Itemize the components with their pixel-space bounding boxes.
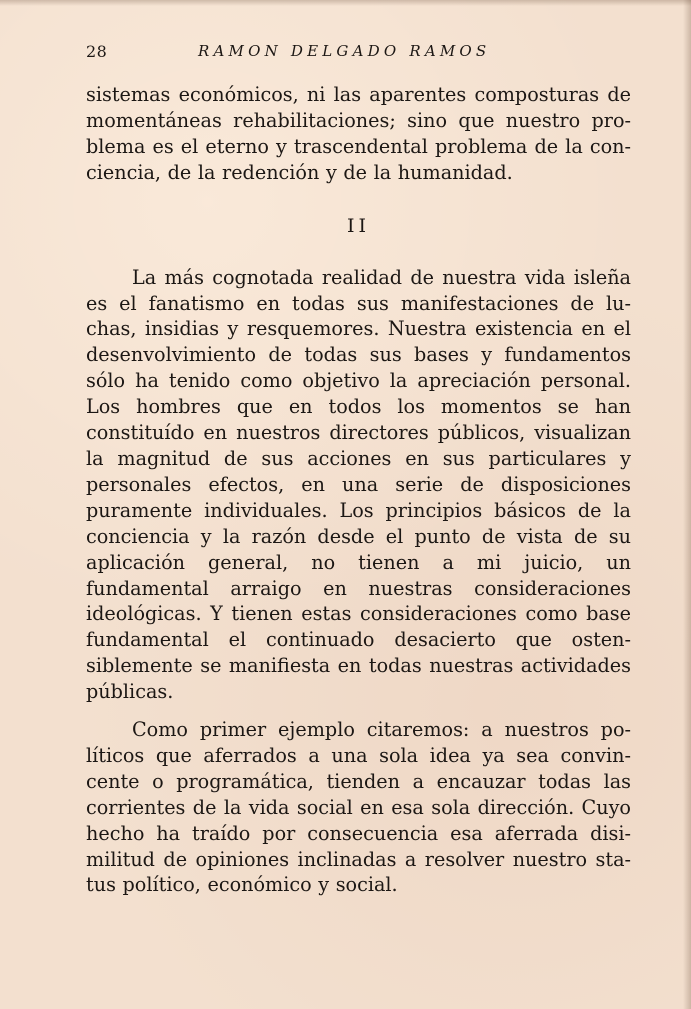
body-text — [86, 82, 631, 898]
page-number: 28 — [86, 42, 108, 61]
page-header — [86, 40, 631, 64]
running-head: RAMON DELGADO RAMOS — [198, 42, 491, 60]
page-right-edge — [683, 0, 691, 1009]
paragraph: La más cognotada realidad de nuestra vida isleña es el fanatismo en todas sus manifestaciones de luchas, insidias y resquemores. Nuestra existencia en el desenvolvimiento de todas sus bases y fundamentos sólo ha tenido como objetivo la apreciación personal. Los hombres que en todos los momentos se han constituído en nuestros directores públicos, visualizan la magnitud de sus acciones en sus particulares y personales efectos, en una serie de disposiciones puramente individuales. Los principios básicos de la conciencia y la razón desde el punto de vista de su aplicación general, no tienen a mi juicio, un fundamental arraigo en nuestras consideraciones ideológicas. Y tienen estas consideraciones como base fundamental el continuado desacierto que ostensiblemente se manifiesta en todas nuestras actividades públicas. — [86, 265, 631, 704]
section-heading: II — [346, 214, 370, 237]
paragraph-continued: sistemas económicos, ni las aparentes composturas de momentáneas rehabilitaciones; sino que nuestro problema es el eterno y trascendental problema de la conciencia, de la redención y de la humanidad. — [86, 83, 631, 184]
paragraph-gap — [86, 705, 631, 717]
paragraph: Como primer ejemplo citaremos: a nuestros políticos que aferrados a una sola idea ya sea convincente o programática, tienden a encauzar todas las corrientes de la vida social en esa sola dirección. Cuyo hecho ha traído por consecuencia esa aferrada disimilitud de opiniones inclinadas a resolver nuestro status político, económico y social. — [86, 718, 631, 897]
page-top-edge — [0, 0, 691, 6]
